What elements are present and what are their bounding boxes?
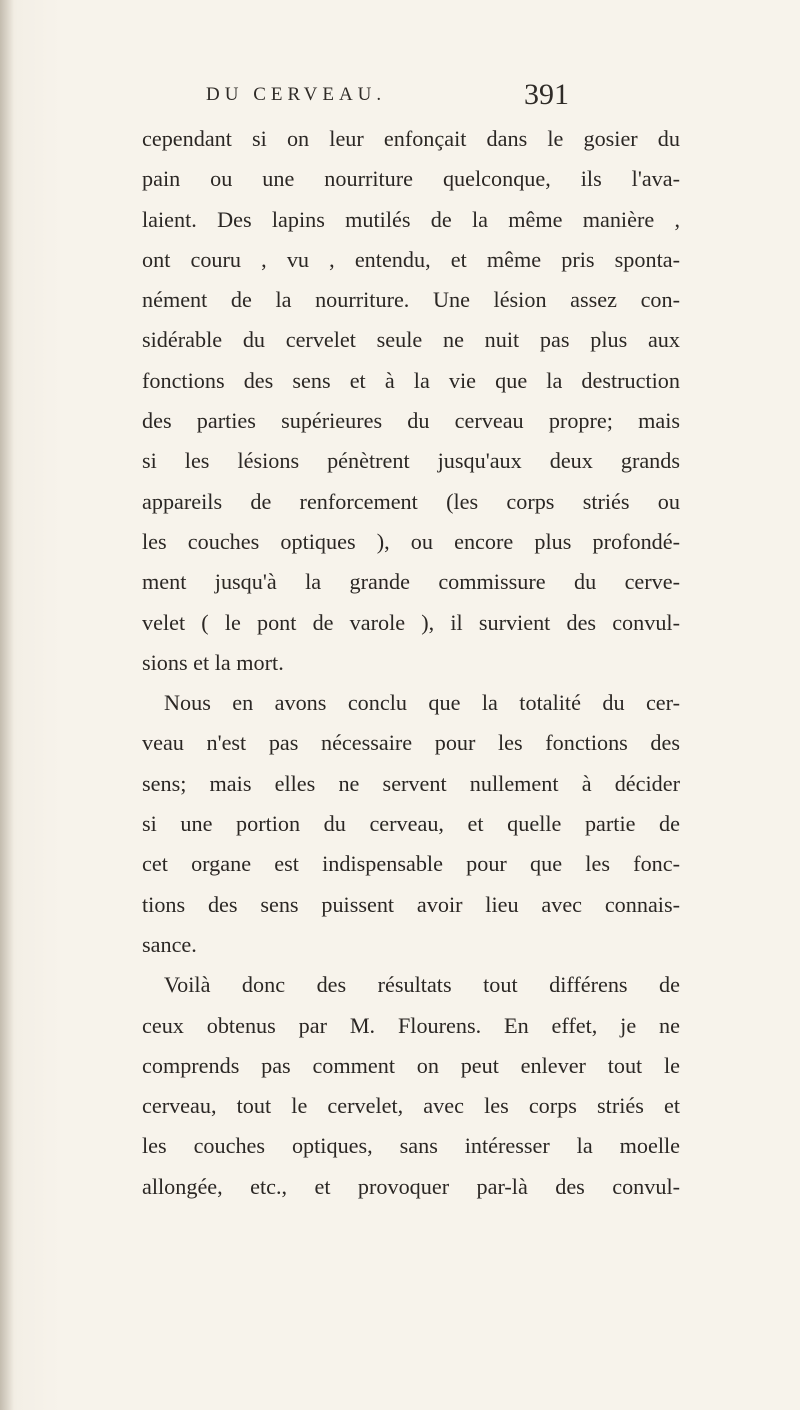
text-line: nément de la nourriture. Une lésion assez con- <box>142 287 680 313</box>
text-line: si une portion du cerveau, et quelle partie de <box>142 811 680 837</box>
text-line: sance. <box>142 931 197 957</box>
running-head <box>206 78 576 118</box>
text-line: sidérable du cervelet seule ne nuit pas plus aux <box>142 327 680 353</box>
text-line: ont couru , vu , entendu, et même pris sponta- <box>142 246 680 272</box>
text-line-paragraph-start: Nous en avons conclu que la totalité du cer- <box>164 690 680 716</box>
text-line: velet ( le pont de varole ), il survient des convul- <box>142 609 680 635</box>
text-line: sions et la mort. <box>142 649 284 675</box>
text-line-paragraph-start: Voilà donc des résultats tout différens de <box>164 972 680 998</box>
binding-gutter-shadow <box>0 0 14 1410</box>
text-line: cependant si on leur enfonçait dans le gosier du <box>142 126 680 151</box>
text-line: les couches optiques ), ou encore plus profondé- <box>142 528 680 554</box>
text-line: des parties supérieures du cerveau propre; mais <box>142 408 680 434</box>
body-text <box>142 119 680 1207</box>
text-line: sens; mais elles ne servent nullement à décider <box>142 770 680 796</box>
text-line: comprends pas comment on peut enlever tout le <box>142 1052 680 1078</box>
text-line: allongée, etc., et provoquer par-là des convul- <box>142 1173 680 1199</box>
text-line: cet organe est indispensable pour que les fonc- <box>142 851 680 877</box>
text-line: cerveau, tout le cervelet, avec les corps striés et <box>142 1093 680 1119</box>
page-number: 391 <box>524 78 569 111</box>
text-line: tions des sens puissent avoir lieu avec connais- <box>142 891 680 917</box>
text-line: fonctions des sens et à la vie que la destruction <box>142 367 680 393</box>
text-line: veau n'est pas nécessaire pour les fonctions des <box>142 730 680 756</box>
text-line: laient. Des lapins mutilés de la même manière , <box>142 206 680 232</box>
text-line: pain ou une nourriture quelconque, ils l'ava- <box>142 166 680 192</box>
running-title: DU CERVEAU. <box>206 84 387 105</box>
text-line: appareils de renforcement (les corps striés ou <box>142 488 680 514</box>
text-line: ceux obtenus par M. Flourens. En effet, je ne <box>142 1012 680 1038</box>
text-line: les couches optiques, sans intéresser la moelle <box>142 1133 680 1159</box>
text-line: ment jusqu'à la grande commissure du cerve- <box>142 569 680 595</box>
text-line: si les lésions pénètrent jusqu'aux deux grands <box>142 448 680 474</box>
